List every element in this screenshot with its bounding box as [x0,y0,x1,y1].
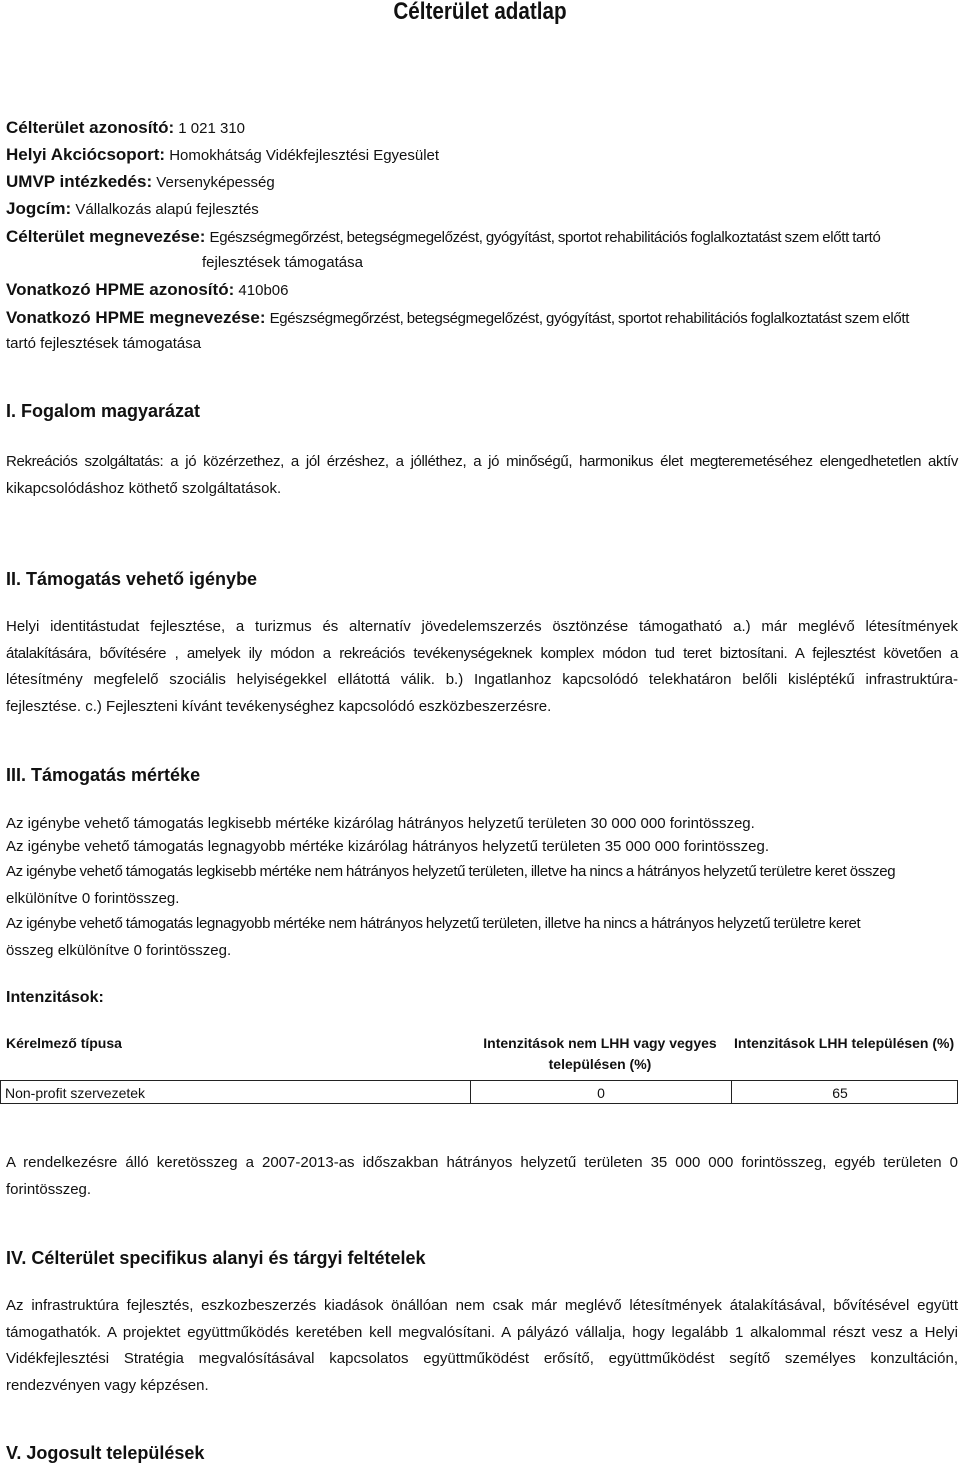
field-value: Homokhátság Vidékfejlesztési Egyesület [169,147,440,164]
field-label: UMVP intézkedés: [6,172,153,191]
table-cell-lhh: 65 [832,1085,848,1101]
field-value: Versenyképesség [156,174,275,191]
field-label: Vonatkozó HPME megnevezése: [6,308,266,327]
intensity-heading: Intenzitások: [6,989,104,1006]
paragraph-line: Az infrastruktúra fejlesztés, eszkozbeszerzés kiadások önállóan nem csak már meglévő létesítmények átalakításával, bővítésével együtt [6,1297,958,1314]
support-max-non-lhh [6,911,958,964]
paragraph-line: kikapcsolódáshoz köthető szolgáltatások. [6,479,282,497]
field-value-continuation: tartó fejlesztések támogatása [6,335,202,352]
field-celterulet-megnevezese [6,224,881,251]
table-cell-type: Non-profit szervezetek [5,1085,146,1101]
field-jogcim [6,196,259,223]
header-line: településen (%) [548,1056,652,1072]
section-heading: IV. Célterület specifikus alanyi és tárgyi feltételek [6,1248,426,1268]
section-heading: V. Jogosult települések [6,1443,205,1463]
field-label: Helyi Akciócsoport: [6,145,166,164]
field-helyi-akciocsoport [6,142,439,169]
page-title: Célterület adatlap [393,0,567,25]
field-value: 1 021 310 [178,120,246,137]
support-max-lhh: Az igénybe vehető támogatás legnagyobb mértéke kizárólag hátrányos helyzetű területen 35 000 000 forintösszeg. [6,838,769,855]
paragraph-line: elkülönítve 0 forintösszeg. [6,889,180,907]
paragraph-line: Rekreációs szolgáltatás: a jó közérzethez, a jól érzéshez, a jólléthez, a jó minőségű, harmonikus élet megteremetéséhez elengedhetetlen aktív [6,453,958,470]
field-label: Jogcím: [6,199,72,218]
section-heading: III. Támogatás mértéke [6,765,201,785]
paragraph-line: támogathatók. A projektet együttműködés keretében kell megvalósítani. A pályázó vállalja, hogy legalább 1 alkalommal részt vesz a Helyi [6,1323,958,1341]
paragraph-line: fejlesztése. c.) Fejleszteni kívánt tevékenységhez kapcsolódó eszközbeszerzésre. [6,697,552,715]
field-value-continuation: fejlesztések támogatása [202,254,363,271]
section-heading: I. Fogalom magyarázat [6,401,201,421]
field-label: Célterület azonosító: [6,118,175,137]
field-value: Egészségmegőrzést, betegségmegelőzést, gyógyítást, sportot rehabilitációs foglalkoztatást szem előtt tartó [209,229,881,246]
field-hpme-azonosito [6,277,288,304]
paragraph-line: rendezvényen vagy képzésen. [6,1376,209,1394]
paragraph-line: Az igénybe vehető támogatás legnagyobb mértéke nem hátrányos helyzetű területen, illetve ha nincs a hátrányos helyzetű területre keret [6,915,861,932]
table-row [0,1080,958,1104]
table-header-non-lhh [470,1033,730,1075]
table-header-kerelmezo: Kérelmező típusa [6,1035,122,1051]
field-label: Célterület megnevezése: [6,227,206,246]
table-header-lhh: Intenzitások LHH településen (%) [734,1035,955,1051]
paragraph-line: Az igénybe vehető támogatás legkisebb mértéke nem hátrányos helyzetű területen, illetve ha nincs a hátrányos helyzetű területre keret összeg [6,863,896,880]
field-umvp-intezkedes [6,169,275,196]
budget-paragraph [6,1150,958,1203]
section-heading: II. Támogatás vehető igénybe [6,569,258,589]
field-value: 410b06 [238,282,289,299]
field-value: Egészségmegőrzést, betegségmegelőzést, gyógyítást, sportot rehabilitációs foglalkoztatást szem előtt [269,310,910,327]
section-paragraph [6,1293,958,1399]
paragraph-line: átalakítására, bővítésére , amelyek ily módon a rekreációs tevékenységeknek komplex módon tud teret biztosítani. A fejlesztést követően a [6,644,958,662]
support-min-non-lhh [6,859,958,912]
paragraph-line: Helyi identitástudat fejlesztése, a turizmus és alternatív jövedelemszerzés ösztönzése támogatható a.) már meglévő létesítmények [6,618,958,635]
paragraph-line: A rendelkezésre álló keretösszeg a 2007-2013-as időszakban hátrányos helyzetű területen 35 000 000 forintösszeg, egyéb területen 0 [6,1154,958,1171]
field-label: Vonatkozó HPME azonosító: [6,280,235,299]
paragraph-line: Vidékfejlesztési Stratégia megvalósításával kapcsolatos együttműködést erősítő, együttműködést segítő személyes konzultáción, [6,1350,958,1367]
header-line: Intenzitások nem LHH vagy vegyes [483,1035,717,1051]
section-paragraph [6,614,958,720]
paragraph-line: forintösszeg. [6,1180,92,1198]
paragraph-line: összeg elkülönítve 0 forintösszeg. [6,941,232,959]
section-paragraph [6,449,958,502]
field-celterulet-azonosito [6,115,245,142]
field-value: Vállalkozás alapú fejlesztés [75,201,259,218]
table-cell-non-lhh: 0 [597,1085,605,1101]
field-hpme-megnevezese [6,305,909,332]
support-min-lhh: Az igénybe vehető támogatás legkisebb mértéke kizárólag hátrányos helyzetű területen 30 000 000 forintösszeg. [6,815,755,832]
paragraph-line: létesítmény megfelelő szociális helyiségekkel ellátottá válik. b.) Ingatlanhoz kapcsolódó telekhatáron belőli kisléptékű infrastruktúra- [6,671,958,688]
